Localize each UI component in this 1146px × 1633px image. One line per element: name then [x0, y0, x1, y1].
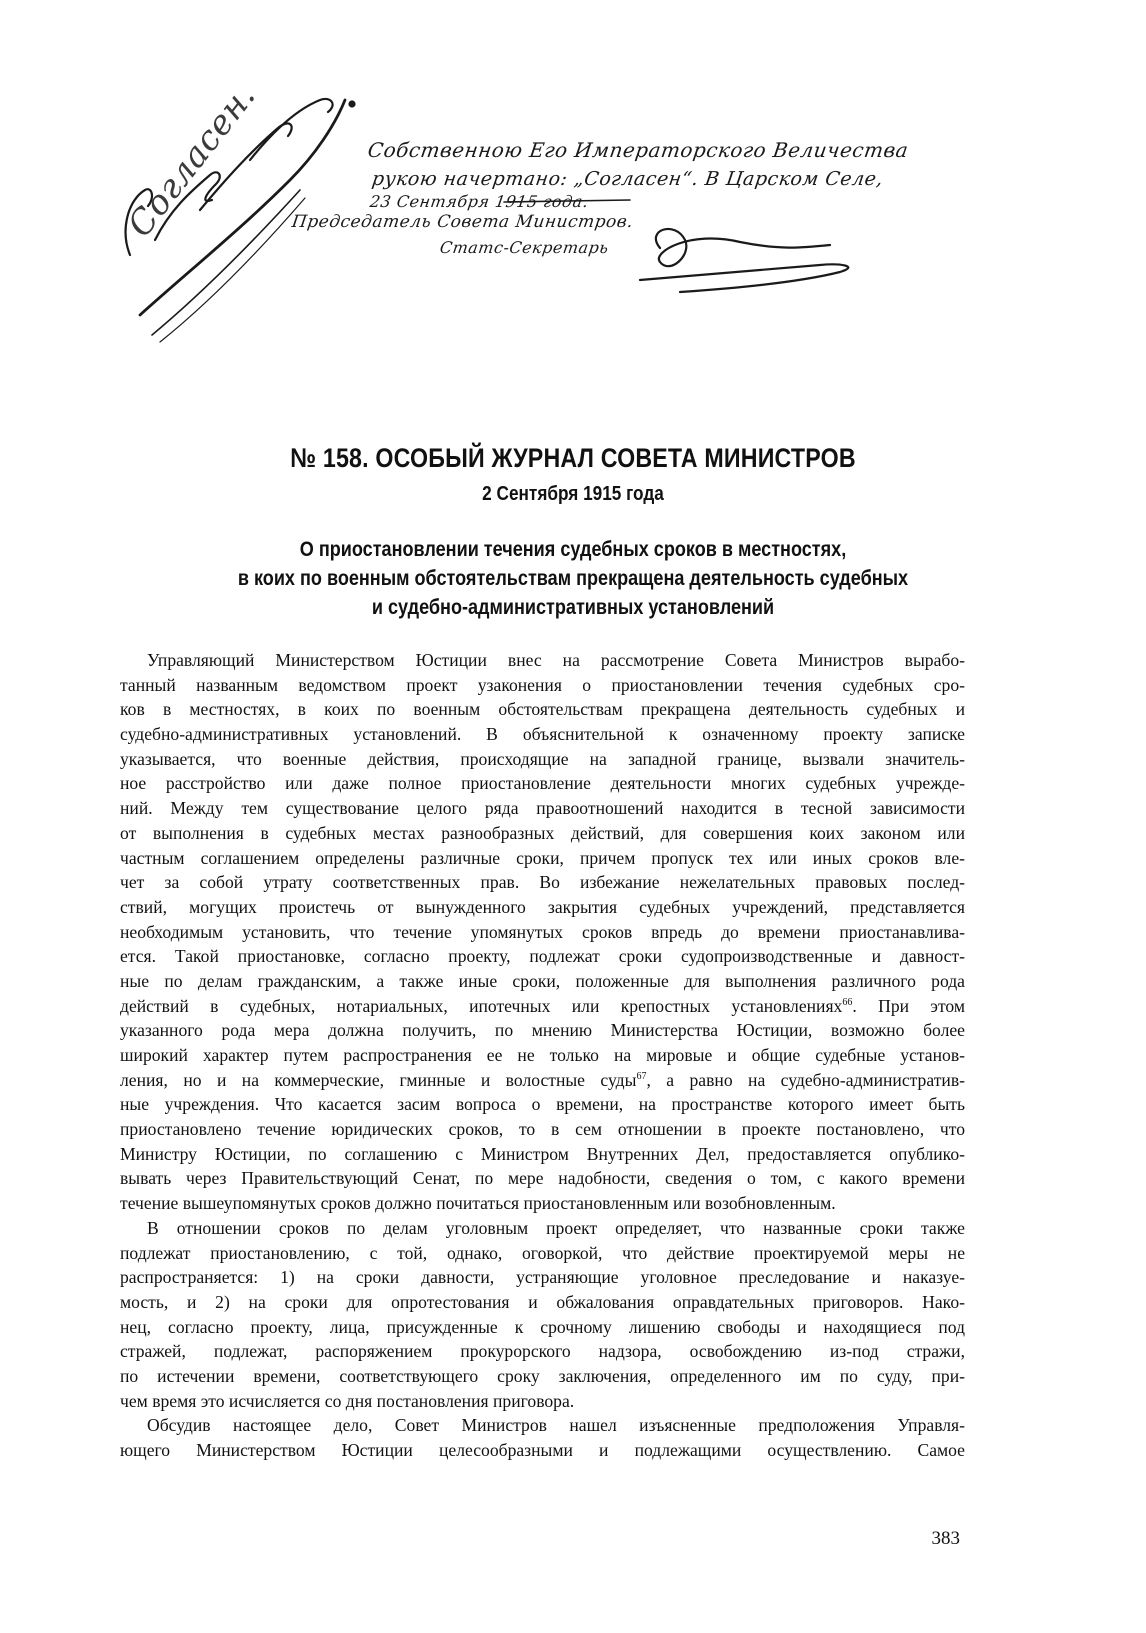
document-title: № 158. ОСОБЫЙ ЖУРНАЛ СОВЕТА МИНИСТРОВ — [290, 443, 856, 473]
body-line: вывать через Правительствующий Сенат, по мере надобности, сведения о том, с какого времени — [120, 1168, 965, 1189]
body-line: чет за собой утрату соответственных прав. Во избежание нежелательных правовых послед- — [120, 872, 965, 893]
resolution-line-3: 23 Сентября 1915 года. — [368, 192, 590, 211]
subject-line-2: в коих по военным обстоятельствам прекращена деятельность судебных — [237, 567, 909, 590]
handwritten-resolution — [100, 76, 1020, 370]
body-line: подлежат приостановлению, с той, однако, оговоркой, что действие проектируемой меры не — [120, 1242, 965, 1263]
document-subject — [80, 535, 1066, 622]
subject-line-3: и судебно-административных установлений — [371, 596, 775, 619]
body-line: танный названным ведомством проект узаконения о приостановлении течения судебных сро- — [120, 674, 965, 695]
body-line: приостановлено течение юридических сроков, то в сем отношении в проекте постановлено, что — [120, 1119, 965, 1140]
body-line: указанного рода мера должна получить, по мнению Министерства Юстиции, возможно более — [120, 1020, 965, 1041]
body-line: по истечении времени, соответствующего сроку заключения, определенного им по суду, при- — [120, 1365, 965, 1386]
body-line: ные учреждения. Что касается засим вопроса о времени, на пространстве которого имеет быть — [120, 1094, 965, 1115]
official-signature — [656, 229, 830, 266]
body-line: В отношении сроков по делам уголовным проект определяет, что названные сроки также — [147, 1217, 965, 1238]
footnote-ref-67: 67 — [636, 1070, 647, 1082]
resolution-line-4: Председатель Совета Министров. — [290, 212, 635, 232]
body-line-tail: , а равно на судебно-административ- — [646, 1069, 965, 1090]
body-line: Управляющий Министерством Юстиции внес на рассмотрение Совета Министров вырабо- — [147, 650, 965, 670]
body-line: Министру Юстиции, по соглашению с Министром Внутренних Дел, предоставляется опублико- — [120, 1143, 965, 1164]
body-line: ется. Такой приостановке, согласно проекту, подлежат сроки судопроизводственные и давност- — [120, 946, 965, 967]
resolution-line-1: Собственною Его Императорского Величества — [366, 138, 910, 162]
body-line: ющего Министерством Юстиции целесообразными и подлежащими осуществлению. Самое — [120, 1440, 965, 1460]
body-line: широкий характер путем распространения ее не только на мировые и общие судебные установ- — [120, 1045, 965, 1065]
body-line-text: действий в судебных, нотариальных, ипотечных или крепостных установлениях — [120, 995, 843, 1016]
marginal-note: Согласен. — [120, 76, 264, 245]
body-line: частным соглашением определены различные сроки, причем пропуск тех или иных сроков вле- — [120, 847, 965, 868]
resolution-line-2: рукою начертано: „Согласен“. В Царском Селе, — [370, 168, 885, 190]
body-line-text: ления, но и на коммерческие, гминные и волостные суды — [120, 1069, 637, 1090]
page-number: 383 — [931, 1528, 960, 1549]
body-line: ков в местностях, в коих по военным обстоятельствам прекращена деятельность судебных и — [120, 699, 965, 720]
body-line: Обсудив настоящее дело, Совет Министров нашел изъясненные предположения Управля- — [147, 1415, 965, 1436]
body-line: распространяется: 1) на сроки давности, устраняющие уголовное преследование и наказуе- — [120, 1267, 965, 1288]
resolution-line-5: Статс-Секретарь — [438, 238, 610, 257]
subject-line-1: О приостановлении течения судебных сроков в местностях, — [299, 538, 847, 561]
body-text — [120, 648, 965, 1463]
body-line: стражей, подлежат, распоряжением прокурорского надзора, освобождению из-под стражи, — [120, 1341, 965, 1362]
body-line: ное расстройство или даже полное приостановление деятельности многих судебных учрежде- — [120, 773, 965, 794]
body-line: нец, согласно проекту, лица, присужденные к срочному лишению свободы и находящиеся под — [120, 1316, 965, 1337]
body-line: необходимым установить, что течение упомянутых сроков впредь до времени приостанавлива- — [120, 921, 965, 942]
body-line: судебно-административных установлений. В объяснительной к означенному проекту записке — [120, 724, 965, 745]
body-line: чем время это исчисляется со дня постановления приговора. — [120, 1390, 575, 1411]
body-line: мость, и 2) на сроки для опротестования и обжалования оправдательных приговоров. Нако- — [120, 1291, 965, 1312]
body-line-with-footnote-66 — [120, 994, 965, 1019]
body-line: указывается, что военные действия, происходящие на западной границе, вызвали значитель- — [120, 748, 965, 769]
body-line: ний. Между тем существование целого ряда правоотношений находится в тесной зависимости — [120, 798, 965, 819]
body-line-with-footnote-67 — [120, 1068, 965, 1093]
document-date: 2 Сентября 1915 года — [482, 483, 664, 505]
body-line: от выполнения в судебных местах разнообразных действий, для совершения коих законом или — [120, 822, 965, 843]
footnote-ref-66: 66 — [842, 996, 853, 1008]
body-line: ствий, могущих проистечь от вынужденного закрытия судебных учреждений, представляется — [120, 896, 965, 917]
body-line: течение вышеупомянутых сроков должно почитаться приостановленным или возобновленным. — [120, 1193, 836, 1214]
body-line: ные по делам гражданским, а также иные сроки, положенные для выполнения различного рода — [120, 970, 965, 991]
marginal-dot — [350, 102, 355, 107]
body-line-tail: . При этом — [852, 995, 965, 1016]
signature-flourish — [640, 264, 848, 292]
